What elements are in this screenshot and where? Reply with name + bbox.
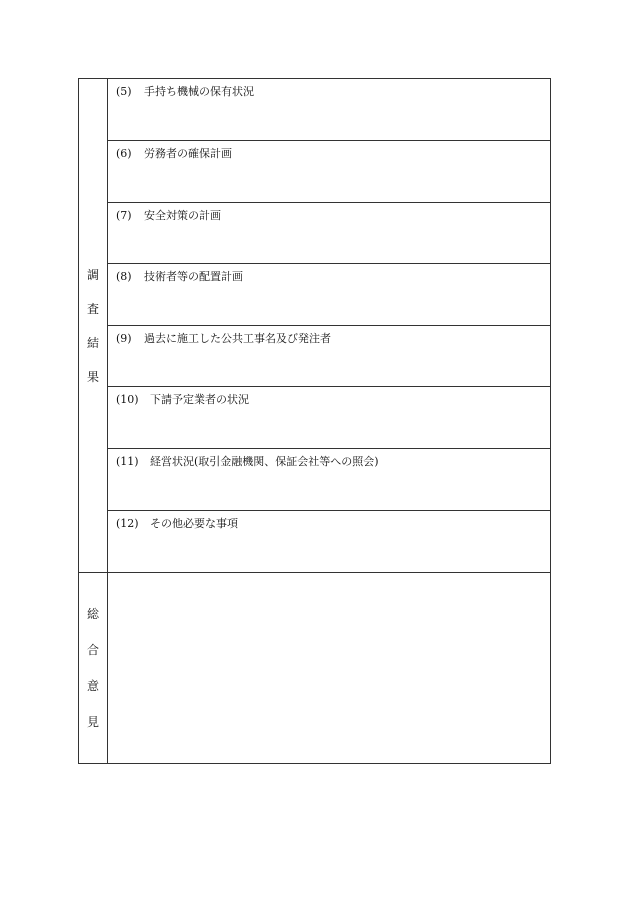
item-title: 安全対策の計画 bbox=[144, 209, 221, 222]
opinion-label-char: 合 bbox=[86, 642, 99, 657]
survey-label-char: 果 bbox=[86, 369, 99, 384]
survey-results-label bbox=[79, 79, 108, 572]
item-number: (8) bbox=[116, 270, 132, 283]
item-number: (10) bbox=[116, 393, 139, 406]
item-title: 労務者の確保計画 bbox=[144, 147, 232, 160]
survey-item-9[interactable] bbox=[108, 326, 550, 387]
survey-item-6[interactable] bbox=[108, 141, 550, 203]
item-title: 技術者等の配置計画 bbox=[144, 270, 243, 283]
survey-form-table bbox=[78, 78, 551, 764]
item-title: 経営状況(取引金融機関、保証会社等への照会) bbox=[150, 455, 379, 468]
overall-opinion-field[interactable] bbox=[108, 573, 550, 763]
item-number: (6) bbox=[116, 147, 132, 160]
item-title: その他必要な事項 bbox=[150, 517, 238, 530]
overall-opinion-label bbox=[79, 572, 108, 763]
opinion-label-char: 意 bbox=[86, 678, 99, 693]
survey-label-char: 調 bbox=[86, 267, 99, 282]
survey-item-11[interactable] bbox=[108, 449, 550, 511]
item-title: 手持ち機械の保有状況 bbox=[144, 85, 254, 98]
survey-item-5[interactable] bbox=[108, 79, 550, 141]
survey-item-12[interactable] bbox=[108, 511, 550, 572]
opinion-label-char: 総 bbox=[86, 606, 99, 621]
opinion-label-char: 見 bbox=[86, 714, 99, 729]
survey-items bbox=[108, 79, 550, 572]
item-number: (9) bbox=[116, 332, 132, 345]
item-number: (5) bbox=[116, 85, 132, 98]
item-title: 過去に施工した公共工事名及び発注者 bbox=[144, 332, 331, 345]
survey-label-char: 結 bbox=[86, 335, 99, 350]
survey-item-7[interactable] bbox=[108, 203, 550, 264]
survey-label-char: 査 bbox=[86, 301, 99, 316]
item-number: (12) bbox=[116, 517, 139, 530]
item-title: 下請予定業者の状況 bbox=[150, 393, 249, 406]
survey-item-10[interactable] bbox=[108, 387, 550, 449]
item-number: (7) bbox=[116, 209, 132, 222]
item-number: (11) bbox=[116, 455, 139, 468]
survey-item-8[interactable] bbox=[108, 264, 550, 326]
